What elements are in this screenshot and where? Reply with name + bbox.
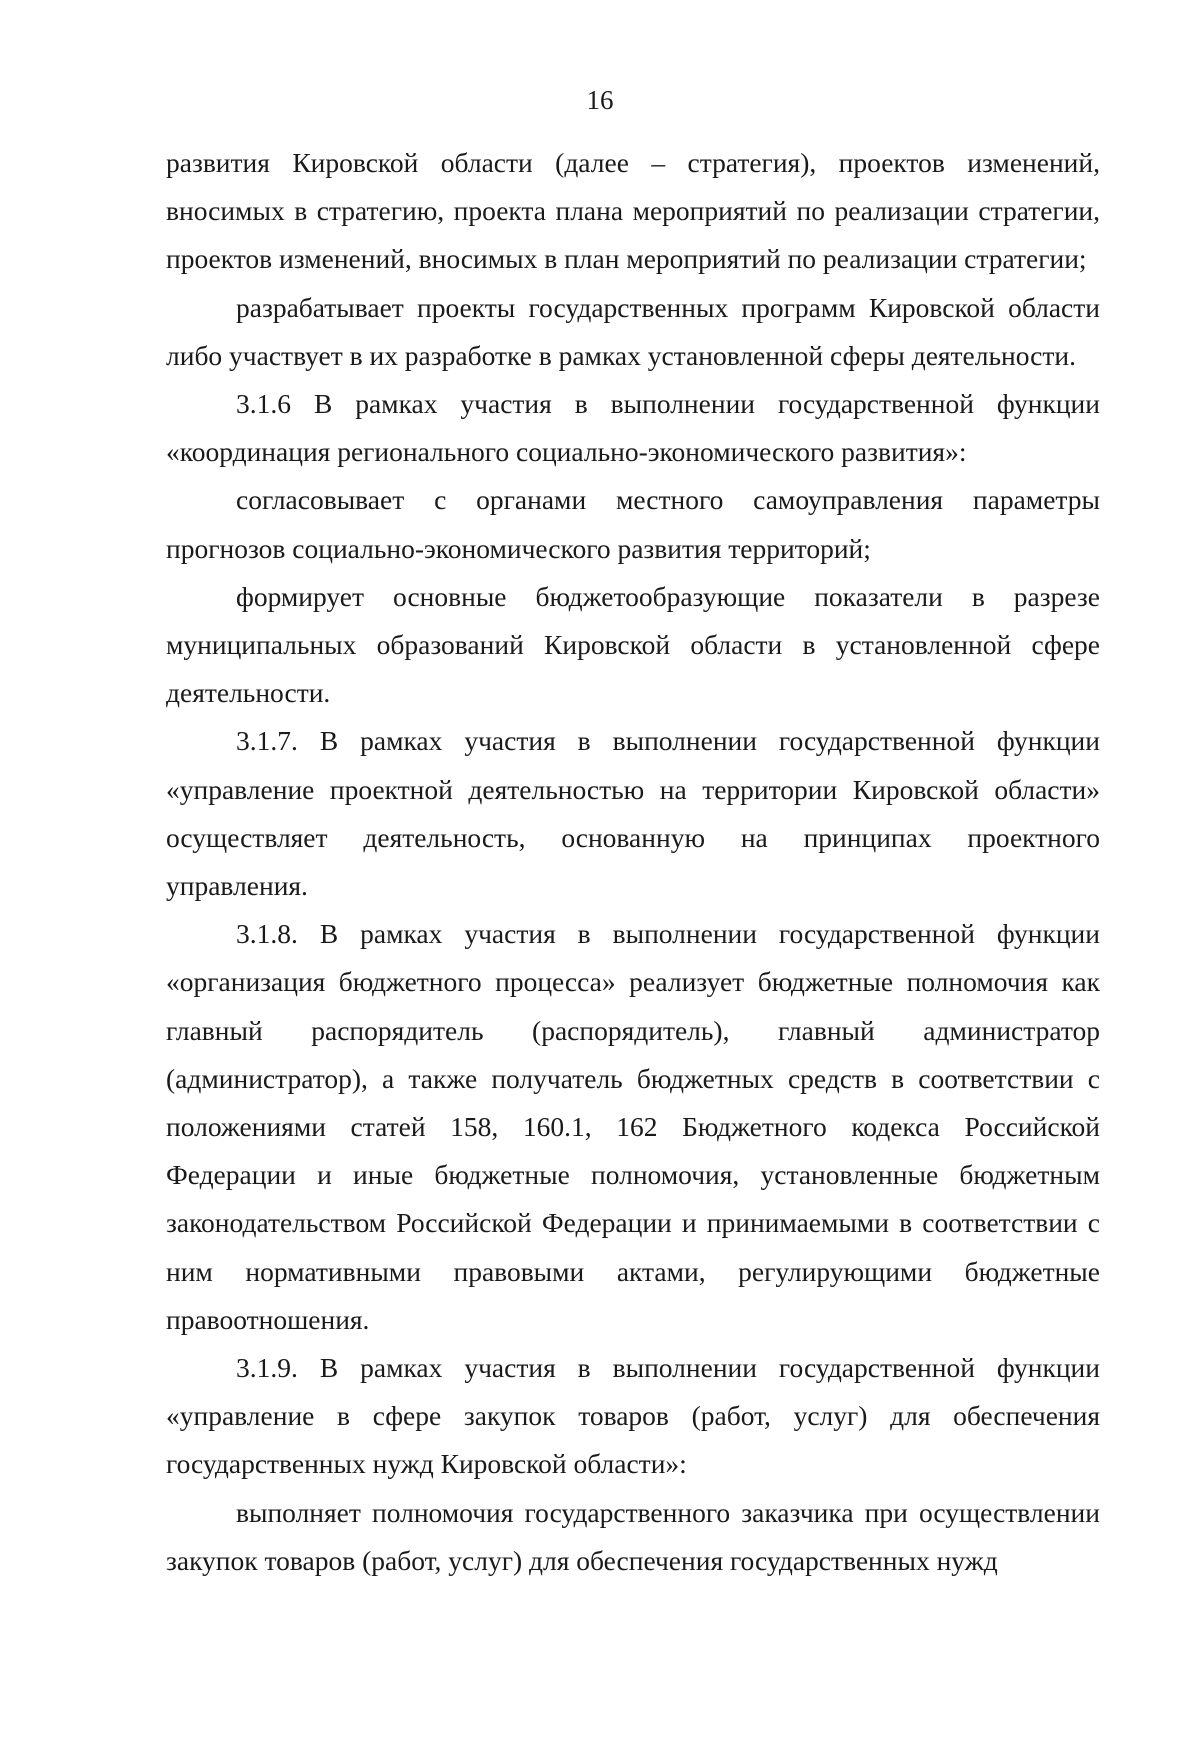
document-body (166, 139, 1100, 1585)
paragraph-3-1-6: 3.1.6 В рамках участия в выполнении государственной функции «координация регионального социально-экономического развития»: (166, 388, 1100, 468)
paragraph-state-customer: выполняет полномочия государственного заказчика при осуществлении закупок товаров (работ, услуг) для обеспечения государственных нужд (166, 1496, 1100, 1576)
paragraph-forecast-agreement: согласовывает с органами местного самоуправления параметры прогнозов социально-экономического развития территорий; (166, 484, 1100, 564)
paragraph-3-1-7: 3.1.7. В рамках участия в выполнении государственной функции «управление проектной деятельностью на территории Кировской области» осуществляет деятельность, основанную на принципах проектного управления. (166, 725, 1100, 902)
paragraph-strategy-continuation: развития Кировской области (далее – стратегия), проектов изменений, вносимых в стратегию, проекта плана мероприятий по реализации стратегии, проектов изменений, вносимых в план мероприятий по реализации стратегии; (166, 147, 1100, 275)
paragraph-3-1-8: 3.1.8. В рамках участия в выполнении государственной функции «организация бюджетного процесса» реализует бюджетные полномочия как главный распорядитель (распорядитель), главный администратор (администратор), а также получатель бюджетных средств в соответствии с положениями статей 158, 160.1, 162 Бюджетного кодекса Российской Федерации и иные бюджетные полномочия, установленные бюджетным законодательством Российской Федерации и принимаемыми в соответствии с ним нормативными правовыми актами, регулирующими бюджетные правоотношения. (166, 918, 1100, 1335)
paragraph-budget-indicators: формирует основные бюджетообразующие показатели в разрезе муниципальных образований Кировской области в установленной сфере деятельности. (166, 580, 1100, 709)
paragraph-3-1-9: 3.1.9. В рамках участия в выполнении государственной функции «управление в сфере закупок товаров (работ, услуг) для обеспечения государственных нужд Кировской области»: (166, 1352, 1100, 1480)
page-number: 16 (586, 85, 614, 115)
paragraph-state-programs: разрабатывает проекты государственных программ Кировской области либо участвует в их разработке в рамках установленной сферы деятельности. (166, 291, 1100, 371)
